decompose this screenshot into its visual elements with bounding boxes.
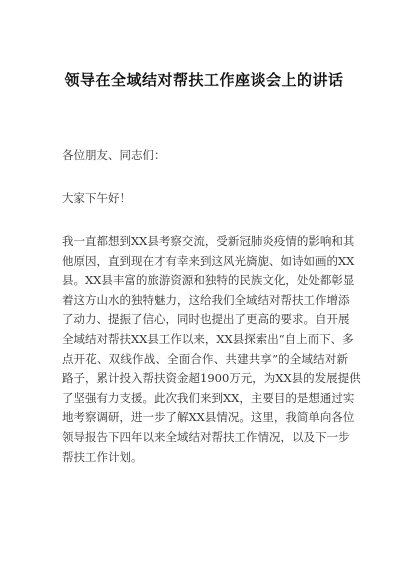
body-paragraph bbox=[62, 232, 361, 467]
paragraph-line: 路子，累计投入帮扶资金超1900万元，为XX县的发展提供 bbox=[62, 371, 361, 386]
paragraph-line: 点开花、双线作战、全面合作、共建共享”的全域结对新 bbox=[62, 351, 348, 366]
paragraph-line: 了动力、提振了信心，同时也提出了更高的要求。自开展 bbox=[62, 312, 350, 327]
paragraph-line: 着这方山水的独特魅力，这给我们全域结对帮扶工作增添 bbox=[62, 292, 350, 307]
paragraph-line: 他原因，直到现在才有幸来到这风光旖旎、如诗如画的XX bbox=[62, 253, 355, 268]
paragraph-line: 全域结对帮扶XX县工作以来，XX县探索出“自上而下、多 bbox=[62, 331, 354, 346]
salutation-text: 各位朋友、同志们： bbox=[62, 148, 166, 162]
document-title: 领导在全域结对帮扶工作座谈会上的讲话 bbox=[64, 71, 344, 89]
paragraph-line: 了坚强有力支援。此次我们来到XX，主要目的是想通过实 bbox=[62, 390, 355, 405]
paragraph-line: 县。XX县丰富的旅游资源和独特的民族文化，处处都彰显 bbox=[62, 273, 355, 288]
paragraph-line: 帮扶工作计划。 bbox=[62, 449, 143, 464]
paragraph-line: 领导报告下四年以来全域结对帮扶工作情况，以及下一步 bbox=[62, 429, 350, 444]
paragraph-line: 我一直都想到XX县考察交流，受新冠肺炎疫情的影响和其 bbox=[62, 234, 355, 248]
greeting-text: 大家下午好！ bbox=[62, 191, 131, 205]
paragraph-line: 地考察调研，进一步了解XX县情况。这里，我简单向各位 bbox=[62, 410, 355, 425]
